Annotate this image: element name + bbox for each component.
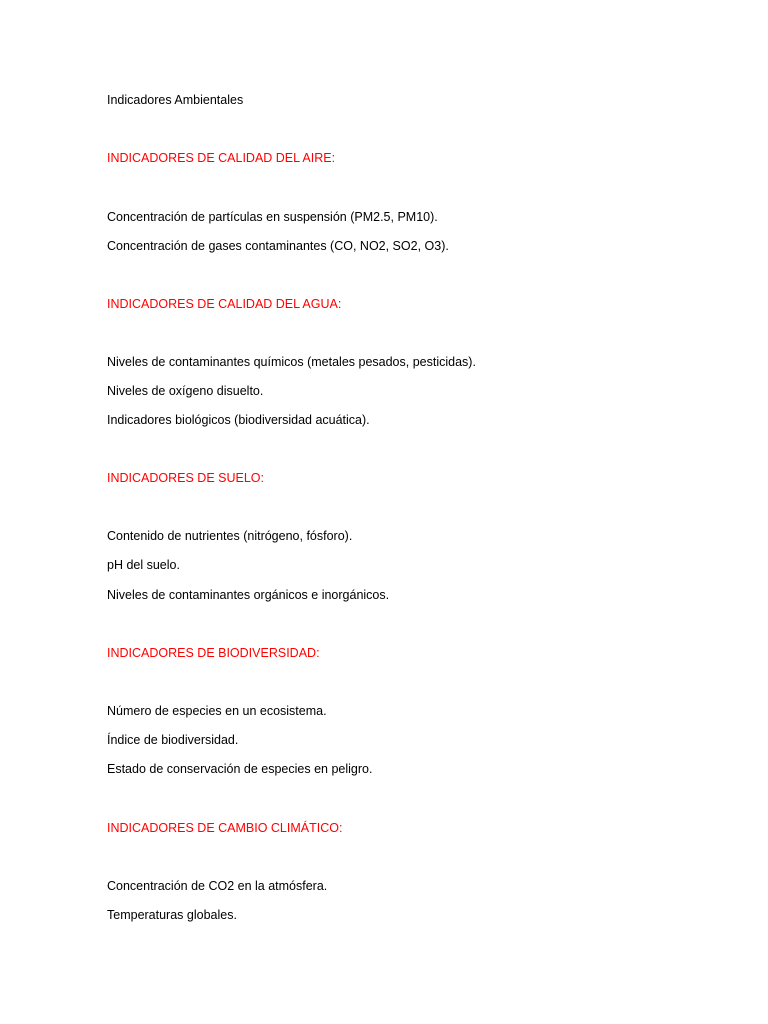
document-title: Indicadores Ambientales: [107, 93, 244, 107]
section-heading-biodiversity: INDICADORES DE BIODIVERSIDAD:: [107, 646, 320, 660]
list-item: Concentración de partículas en suspensión (PM2.5, PM10).: [107, 210, 438, 224]
list-item: Estado de conservación de especies en peligro.: [107, 762, 373, 776]
list-item: Temperaturas globales.: [107, 908, 237, 922]
list-item: Contenido de nutrientes (nitrógeno, fósforo).: [107, 529, 353, 543]
list-item: Niveles de contaminantes químicos (metales pesados, pesticidas).: [107, 355, 476, 369]
list-item: Índice de biodiversidad.: [107, 733, 239, 747]
list-item: Indicadores biológicos (biodiversidad acuática).: [107, 413, 370, 427]
list-item: Concentración de gases contaminantes (CO, NO2, SO2, O3).: [107, 239, 449, 253]
list-item: Concentración de CO2 en la atmósfera.: [107, 879, 328, 893]
section-heading-climate: INDICADORES DE CAMBIO CLIMÁTICO:: [107, 821, 343, 835]
section-heading-water: INDICADORES DE CALIDAD DEL AGUA:: [107, 297, 342, 311]
list-item: Número de especies en un ecosistema.: [107, 704, 327, 718]
list-item: Niveles de oxígeno disuelto.: [107, 384, 264, 398]
list-item: Niveles de contaminantes orgánicos e inorgánicos.: [107, 588, 390, 602]
list-item: pH del suelo.: [107, 558, 180, 572]
section-heading-air: INDICADORES DE CALIDAD DEL AIRE:: [107, 151, 336, 165]
section-heading-soil: INDICADORES DE SUELO:: [107, 471, 264, 485]
